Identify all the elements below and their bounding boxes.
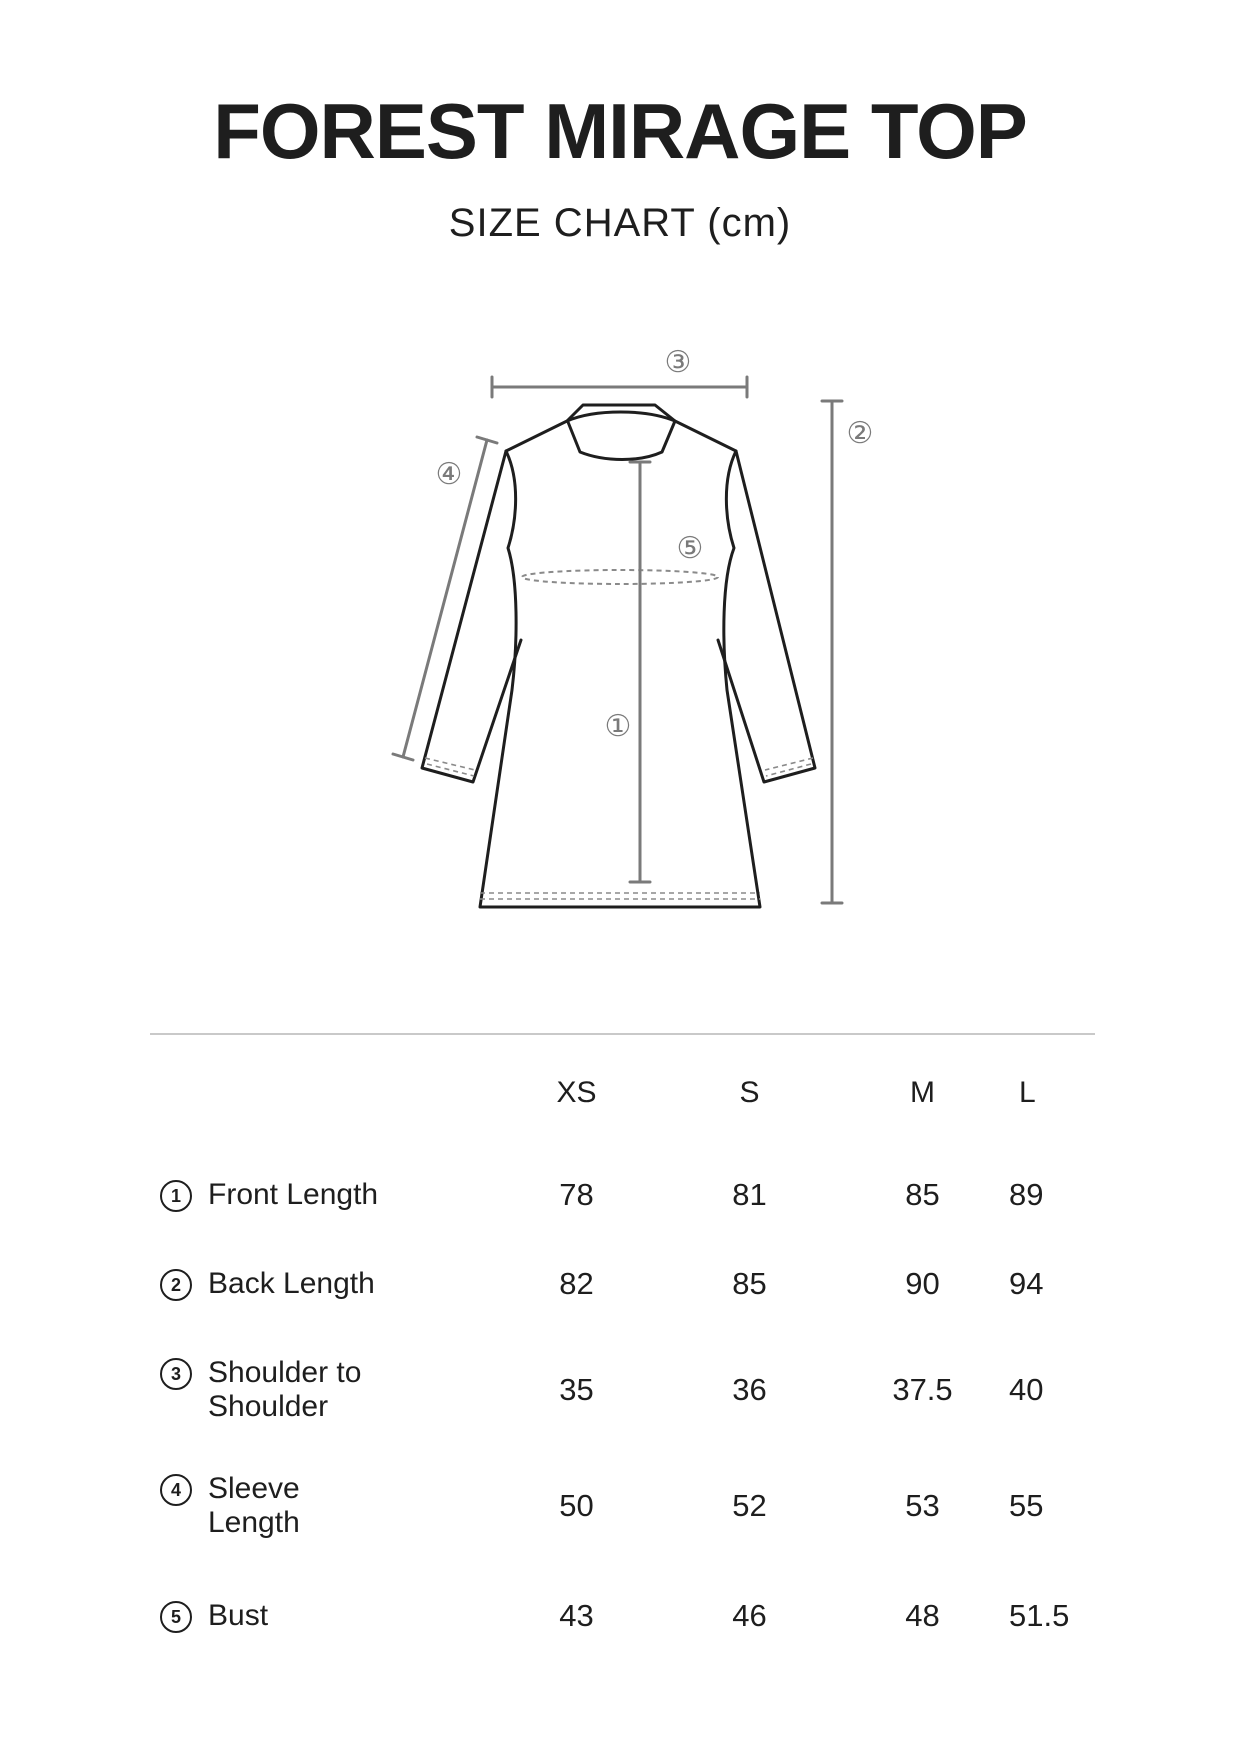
number-badge: 4 [160, 1474, 192, 1506]
row-label [150, 1150, 490, 1240]
table-cell: 85 [905, 1177, 940, 1212]
number-badge: 5 [160, 1601, 192, 1633]
row-label [150, 1328, 490, 1452]
table-cell: 55 [1009, 1488, 1044, 1523]
page-title: FOREST MIRAGE TOP [213, 87, 1027, 175]
header-blank [150, 1035, 490, 1150]
size-header: L [1019, 1075, 1036, 1109]
table-cell: 36 [732, 1372, 767, 1407]
row-label [150, 1452, 490, 1560]
table-cell: 53 [905, 1488, 940, 1523]
table-row [150, 1150, 1095, 1240]
table-cell: 46 [732, 1598, 767, 1633]
measurement-name: Bust [208, 1599, 269, 1632]
table-cell: 40 [1009, 1372, 1044, 1407]
marker-5: ⑤ [676, 531, 704, 566]
table-row [150, 1452, 1095, 1560]
measurement-name: Sleeve Length [208, 1472, 300, 1539]
table-cell: 50 [559, 1488, 594, 1523]
table-cell: 85 [732, 1266, 767, 1301]
measurement-name: Front Length [208, 1178, 379, 1211]
table-cell: 82 [559, 1266, 594, 1301]
size-table [150, 1035, 1095, 1672]
table-row [150, 1328, 1095, 1452]
table-cell: 78 [559, 1177, 594, 1212]
row-label [150, 1240, 490, 1328]
page-subtitle: SIZE CHART (cm) [448, 201, 792, 245]
table-cell: 94 [1009, 1266, 1044, 1301]
table-cell: 37.5 [892, 1372, 953, 1407]
size-header: S [739, 1075, 760, 1109]
table-row [150, 1240, 1095, 1328]
size-header: M [910, 1075, 935, 1109]
table-cell: 51.5 [1009, 1598, 1070, 1633]
table-cell: 43 [559, 1598, 594, 1633]
measurement-name: Back Length [208, 1267, 375, 1300]
table-cell: 89 [1009, 1177, 1044, 1212]
table-cell: 81 [732, 1177, 767, 1212]
number-badge: 3 [160, 1358, 192, 1390]
measurement-name: Shoulder to Shoulder [208, 1356, 362, 1423]
size-header: XS [556, 1075, 597, 1109]
top-outline [422, 405, 815, 907]
table-cell: 48 [905, 1598, 940, 1633]
marker-2: ② [846, 416, 874, 451]
table-cell: 52 [732, 1488, 767, 1523]
marker-3: ③ [664, 345, 692, 380]
measurement-lines [393, 377, 842, 903]
table-cell: 35 [559, 1372, 594, 1407]
size-header-row [150, 1035, 1095, 1150]
marker-4: ④ [435, 457, 463, 492]
number-badge: 1 [160, 1180, 192, 1212]
row-label [150, 1560, 490, 1672]
number-badge: 2 [160, 1269, 192, 1301]
marker-1: ① [604, 709, 632, 744]
table-row [150, 1560, 1095, 1672]
table-cell: 90 [905, 1266, 940, 1301]
